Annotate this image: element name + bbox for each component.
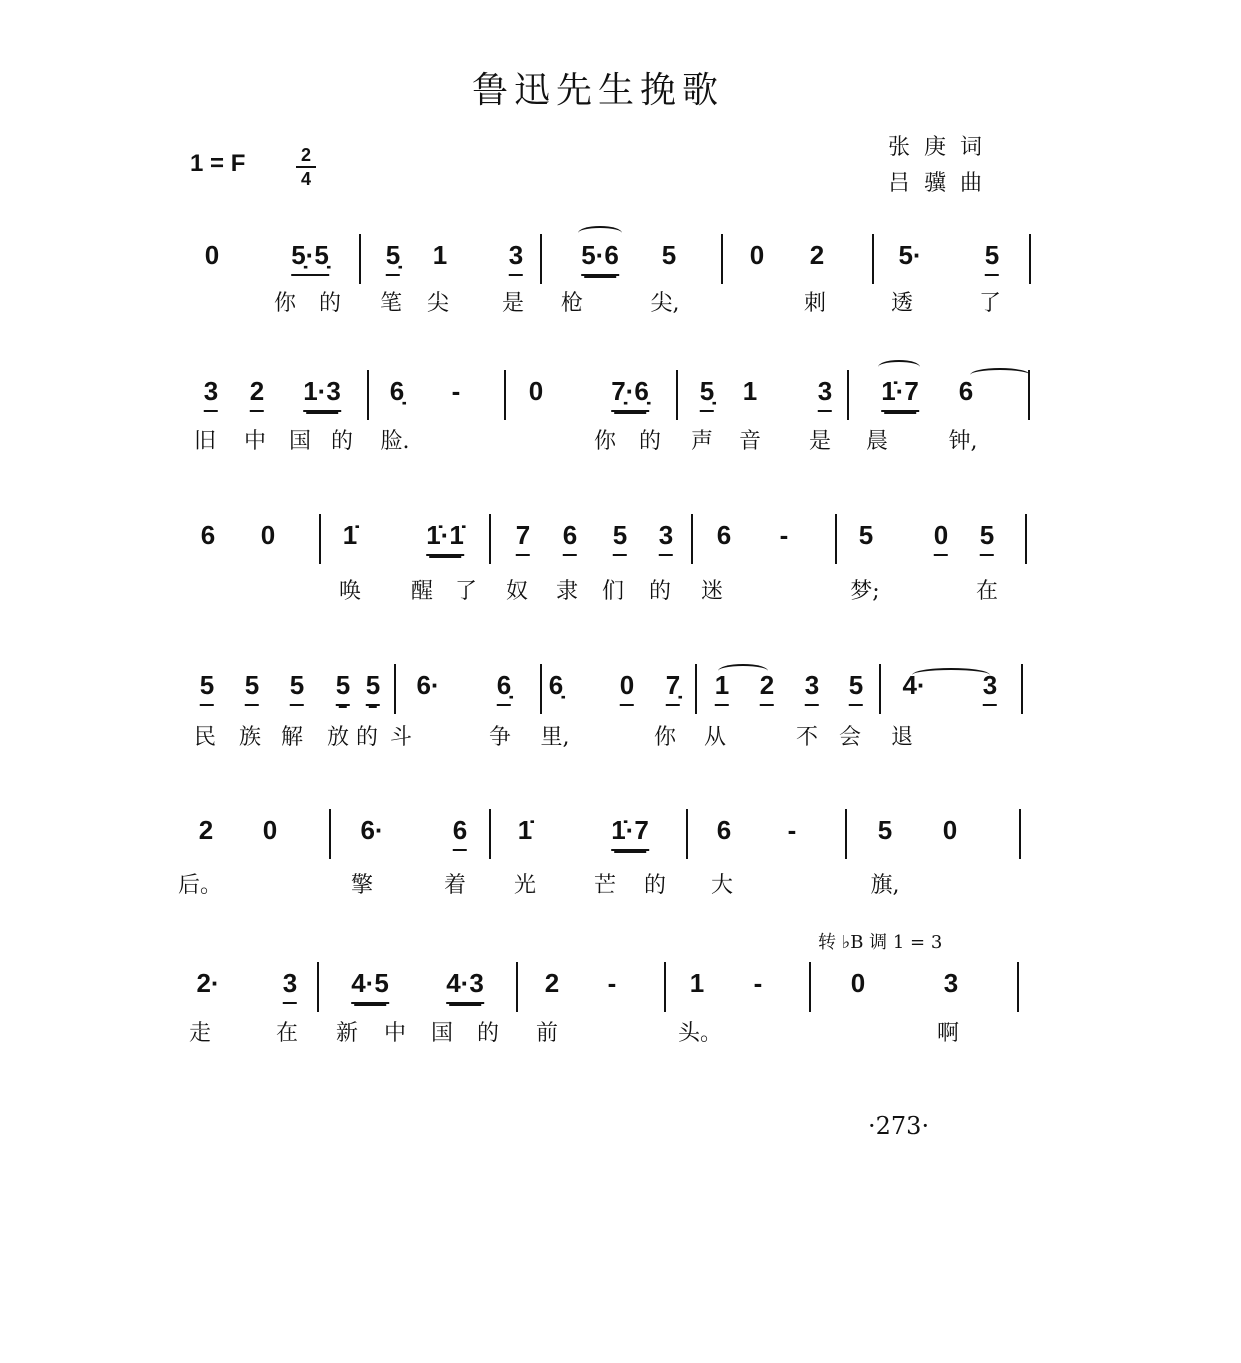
lyric-syllable: 音 [738, 429, 762, 454]
lyric-syllable: 新 [335, 1021, 359, 1046]
lyric-syllable: 擎 [350, 873, 374, 898]
note: 3 [204, 376, 218, 412]
lyric-syllable: 民 [193, 725, 217, 750]
lyric-syllable: 你 [653, 725, 677, 750]
lyric-syllable: 退 [890, 725, 914, 750]
time-signature [296, 146, 316, 188]
lyric-syllable: 是 [501, 291, 525, 316]
note: 1̇·1̇ [426, 520, 464, 556]
note: 2· [196, 968, 220, 998]
barline [686, 809, 688, 859]
note: 0 [934, 520, 948, 556]
lyric-syllable: 在 [275, 1021, 299, 1046]
note: 6̣ [389, 376, 405, 406]
key-change-marking: 转 ♭B 调 1 = 3 [818, 932, 943, 953]
lyric-syllable: 唤 [338, 579, 362, 604]
barline [1019, 809, 1021, 859]
note: 0 [942, 815, 958, 845]
note: 3 [805, 670, 819, 706]
lyric-syllable: 枪 [560, 291, 584, 316]
lyric-syllable: 放 [326, 725, 350, 750]
lyric-syllable: 的 [638, 429, 662, 454]
lyric-syllable: 你 [593, 429, 617, 454]
note: 5 [366, 670, 380, 706]
lyric-syllable: 脸. [380, 429, 410, 454]
note: 5 [877, 815, 893, 845]
barline [540, 664, 542, 714]
slur-mark [970, 368, 1030, 382]
lyric-syllable: 的 [330, 429, 354, 454]
slur-mark [878, 360, 920, 374]
note: 6· [360, 815, 384, 845]
lyric-syllable: 了 [454, 579, 478, 604]
lyric-syllable: 笔 [379, 291, 403, 316]
lyric-syllable: 解 [280, 725, 304, 750]
barline [691, 514, 693, 564]
barline [540, 234, 542, 284]
lyric-syllable: 从 [703, 725, 727, 750]
lyric-syllable: 走 [188, 1021, 212, 1046]
note: 6̣ [548, 670, 564, 700]
lyric-syllable: 在 [975, 579, 999, 604]
note: 3 [943, 968, 959, 998]
barline [359, 234, 361, 284]
note: 6 [200, 520, 216, 550]
barline [1029, 234, 1031, 284]
barline [1021, 664, 1023, 714]
note: 1̇·7 [881, 376, 919, 412]
note: 2 [544, 968, 560, 998]
note: 6 [563, 520, 577, 556]
note: 5 [849, 670, 863, 706]
note: 5̣ [386, 240, 400, 276]
barline [835, 514, 837, 564]
song-title: 鲁迅先生挽歌 [471, 70, 724, 111]
barline [695, 664, 697, 714]
note: 5 [200, 670, 214, 706]
lyric-syllable: 隶 [555, 579, 579, 604]
note: 6 [716, 815, 732, 845]
lyric-syllable: 了 [978, 291, 1002, 316]
note: 7̣·6̣ [611, 376, 649, 412]
note: 6 [958, 376, 974, 406]
note: 0 [260, 520, 276, 550]
note: 1·3 [303, 376, 341, 412]
note: 0 [262, 815, 278, 845]
barline [516, 962, 518, 1012]
note: 5 [613, 520, 627, 556]
lyric-syllable: 声 [690, 429, 714, 454]
lyric-syllable: 的 [643, 873, 667, 898]
lyric-syllable: 国 [288, 429, 312, 454]
lyric-syllable: 旗, [870, 873, 900, 898]
lyric-syllable: 奴 [505, 579, 529, 604]
note: 4·3 [446, 968, 484, 1004]
note: 5̣·5̣ [291, 240, 329, 276]
note: 5 [245, 670, 259, 706]
lyric-syllable: 头。 [677, 1021, 723, 1046]
lyric-syllable: 不 [795, 725, 819, 750]
barline [489, 809, 491, 859]
barline [1025, 514, 1027, 564]
barline [721, 234, 723, 284]
note: 0 [749, 240, 765, 270]
note-extension-dash: - [787, 815, 797, 845]
note: 1̇ [517, 815, 533, 845]
note: 1 [689, 968, 705, 998]
barline [847, 370, 849, 420]
barline [879, 664, 881, 714]
note: 5 [290, 670, 304, 706]
lyric-syllable: 钟, [948, 429, 978, 454]
note: 4· [902, 670, 926, 700]
note-extension-dash: - [779, 520, 789, 550]
note: 5 [336, 670, 350, 706]
note: 3 [509, 240, 523, 276]
note: 6 [453, 815, 467, 851]
lyric-syllable: 斗 [389, 725, 413, 750]
note: 1̇ [342, 520, 358, 550]
note: 0 [204, 240, 220, 270]
lyric-syllable: 迷 [700, 579, 724, 604]
barline [319, 514, 321, 564]
note: 3 [283, 968, 297, 1004]
barline [317, 962, 319, 1012]
lyric-syllable: 的 [318, 291, 342, 316]
lyric-syllable: 啊 [936, 1021, 960, 1046]
lyric-syllable: 旧 [193, 429, 217, 454]
lyric-syllable: 着 [443, 873, 467, 898]
lyric-syllable: 芒 [593, 873, 617, 898]
note: 1 [715, 670, 729, 706]
lyric-syllable: 尖, [650, 291, 680, 316]
lyric-syllable: 争 [488, 725, 512, 750]
barline [676, 370, 678, 420]
barline [664, 962, 666, 1012]
lyric-syllable: 会 [838, 725, 862, 750]
note: 2 [809, 240, 825, 270]
note: 7 [516, 520, 530, 556]
barline [504, 370, 506, 420]
note-extension-dash: - [607, 968, 617, 998]
barline [1017, 962, 1019, 1012]
barline [845, 809, 847, 859]
slur-mark [912, 668, 990, 682]
lyric-syllable: 晨 [865, 429, 889, 454]
note: 3 [818, 376, 832, 412]
note: 6 [716, 520, 732, 550]
key-signature: 1 = F [190, 150, 246, 177]
lyric-syllable: 的 [476, 1021, 500, 1046]
lyric-syllable: 国 [430, 1021, 454, 1046]
composer-credit: 吕骥曲 [888, 171, 997, 196]
time-signature-top: 2 [300, 145, 311, 165]
note: 2 [760, 670, 774, 706]
lyricist-credit: 张庚词 [888, 135, 997, 160]
note: 5· [898, 240, 922, 270]
note: 6̣ [497, 670, 511, 706]
time-signature-bottom: 4 [300, 169, 311, 189]
lyric-syllable: 是 [808, 429, 832, 454]
note: 2 [250, 376, 264, 412]
lyric-syllable: 尖 [426, 291, 450, 316]
note-extension-dash: - [753, 968, 763, 998]
lyric-syllable: 中 [243, 429, 267, 454]
lyric-syllable: 醒 [410, 579, 434, 604]
barline [329, 809, 331, 859]
fraction-bar [296, 166, 316, 168]
lyric-syllable: 透 [890, 291, 914, 316]
lyric-syllable: 你 [273, 291, 297, 316]
slur-mark [578, 226, 622, 240]
lyric-syllable: 梦; [850, 579, 880, 604]
lyric-syllable: 的 [648, 579, 672, 604]
barline [809, 962, 811, 1012]
note: 5 [980, 520, 994, 556]
page-number: ·273· [868, 1112, 930, 1140]
lyric-syllable: 们 [601, 579, 625, 604]
note: 1 [742, 376, 758, 406]
note: 0 [528, 376, 544, 406]
note: 1̇·7 [611, 815, 649, 851]
lyric-syllable: 族 [238, 725, 262, 750]
lyric-syllable: 大 [710, 873, 734, 898]
note: 0 [620, 670, 634, 706]
note-extension-dash: - [451, 376, 461, 406]
barline [367, 370, 369, 420]
note: 1 [432, 240, 448, 270]
lyric-syllable: 光 [513, 873, 537, 898]
note: 3 [983, 670, 997, 706]
note: 5·6 [581, 240, 619, 276]
note: 4·5 [351, 968, 389, 1004]
barline [872, 234, 874, 284]
note: 5 [858, 520, 874, 550]
note: 7̣ [666, 670, 680, 706]
barline [489, 514, 491, 564]
slur-mark [718, 664, 768, 678]
lyric-syllable: 里, [540, 725, 570, 750]
lyric-syllable: 刺 [803, 291, 827, 316]
note: 6· [416, 670, 440, 700]
lyric-syllable: 前 [535, 1021, 559, 1046]
barline [394, 664, 396, 714]
note: 5 [985, 240, 999, 276]
lyric-syllable: 中 [383, 1021, 407, 1046]
note: 0 [850, 968, 866, 998]
lyric-syllable: 后。 [177, 873, 223, 898]
note: 2 [198, 815, 214, 845]
note: 3 [659, 520, 673, 556]
lyric-syllable: 的 [355, 725, 379, 750]
note: 5̣ [700, 376, 714, 412]
note: 5 [661, 240, 677, 270]
